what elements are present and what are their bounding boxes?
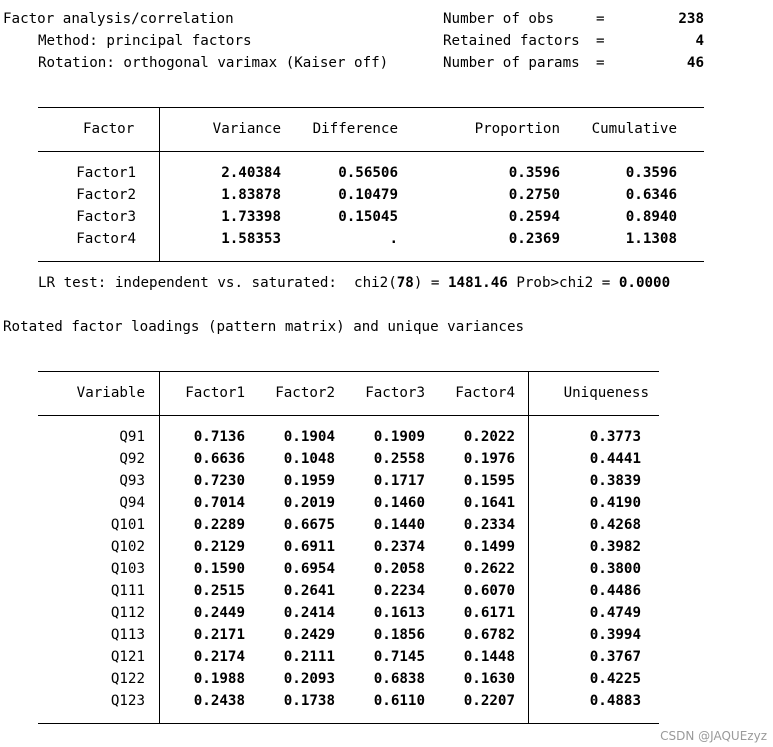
- eigen-row-label: Factor2: [76, 187, 136, 203]
- loading-cell: 0.1590: [193, 561, 245, 577]
- loading-cell: 0.6675: [283, 517, 335, 533]
- loading-cell: 0.2334: [463, 517, 515, 533]
- loading-cell: 0.4268: [589, 517, 641, 533]
- eigen-cell: 0.6346: [625, 187, 677, 203]
- eigen-cell: 1.1308: [625, 231, 677, 247]
- loading-cell: 0.6110: [373, 693, 425, 709]
- loading-cell: 0.6911: [283, 539, 335, 555]
- loading-cell: 0.2129: [193, 539, 245, 555]
- loading-cell: 0.1499: [463, 539, 515, 555]
- loadings-header-factor3: Factor3: [365, 385, 425, 401]
- eigen-header-variance: Variance: [212, 121, 281, 137]
- eigen-cell: 0.3596: [508, 165, 560, 181]
- loading-cell: 0.7230: [193, 473, 245, 489]
- eigen-cell: .: [389, 231, 398, 247]
- lr-test-prob-label: Prob>chi2 =: [507, 275, 619, 291]
- variable-name: Q123: [110, 693, 145, 709]
- loading-cell: 0.2641: [283, 583, 335, 599]
- loadings-header-factor2: Factor2: [275, 385, 335, 401]
- loadings-header-factor1: Factor1: [185, 385, 245, 401]
- loading-cell: 0.1976: [463, 451, 515, 467]
- loading-cell: 0.1448: [463, 649, 515, 665]
- loading-cell: 0.2558: [373, 451, 425, 467]
- variable-name: Q92: [119, 451, 145, 467]
- eigen-cell: 1.58353: [221, 231, 281, 247]
- loading-cell: 0.6636: [193, 451, 245, 467]
- loading-cell: 0.2058: [373, 561, 425, 577]
- variable-name: Q94: [119, 495, 145, 511]
- loadings-header-uniqueness: Uniqueness: [563, 385, 649, 401]
- loading-cell: 0.1613: [373, 605, 425, 621]
- analysis-title: Factor analysis/correlation: [3, 11, 234, 27]
- loading-cell: 0.6838: [373, 671, 425, 687]
- stat-equals: =: [596, 55, 605, 71]
- variable-name: Q91: [119, 429, 145, 445]
- loading-cell: 0.3839: [589, 473, 641, 489]
- eigen-cell: 0.2369: [508, 231, 560, 247]
- eigen-cell: 0.8940: [625, 209, 677, 225]
- loading-cell: 0.4225: [589, 671, 641, 687]
- loading-cell: 0.2207: [463, 693, 515, 709]
- stat-label: Retained factors: [443, 33, 580, 49]
- variable-name: Q102: [110, 539, 145, 555]
- variable-name: Q122: [110, 671, 145, 687]
- eigen-cell: 0.15045: [338, 209, 398, 225]
- loading-cell: 0.2022: [463, 429, 515, 445]
- loading-cell: 0.6171: [463, 605, 515, 621]
- stat-value: 4: [695, 33, 704, 49]
- loading-cell: 0.2429: [283, 627, 335, 643]
- loading-cell: 0.1904: [283, 429, 335, 445]
- loading-cell: 0.1988: [193, 671, 245, 687]
- loadings-table-divider-right: [528, 371, 529, 723]
- lr-test-label: LR test: independent vs. saturated: chi2(: [38, 275, 397, 291]
- loading-cell: 0.4190: [589, 495, 641, 511]
- eigen-header-cumulative: Cumulative: [591, 121, 677, 137]
- lr-test: [38, 272, 670, 294]
- loading-cell: 0.2289: [193, 517, 245, 533]
- loading-cell: 0.6782: [463, 627, 515, 643]
- eigen-cell: 1.83878: [221, 187, 281, 203]
- loading-cell: 0.1048: [283, 451, 335, 467]
- loading-cell: 0.2111: [283, 649, 335, 665]
- eigen-table-top-rule: [38, 107, 704, 108]
- loading-cell: 0.3773: [589, 429, 641, 445]
- stat-equals: =: [596, 33, 605, 49]
- lr-test-chi2: 1481.46: [448, 275, 508, 291]
- loading-cell: 0.6954: [283, 561, 335, 577]
- variable-name: Q112: [110, 605, 145, 621]
- eigen-cell: 0.2750: [508, 187, 560, 203]
- loading-cell: 0.1595: [463, 473, 515, 489]
- loading-cell: 0.3767: [589, 649, 641, 665]
- loadings-title: Rotated factor loadings (pattern matrix) and unique variances: [3, 319, 525, 335]
- loading-cell: 0.1909: [373, 429, 425, 445]
- loadings-header-factor4: Factor4: [455, 385, 515, 401]
- eigen-cell: 1.73398: [221, 209, 281, 225]
- lr-test-eq: ) =: [413, 275, 449, 291]
- loading-cell: 0.2174: [193, 649, 245, 665]
- loading-cell: 0.1641: [463, 495, 515, 511]
- loading-cell: 0.2093: [283, 671, 335, 687]
- eigen-cell: 0.56506: [338, 165, 398, 181]
- eigen-cell: 2.40384: [221, 165, 281, 181]
- variable-name: Q101: [110, 517, 145, 533]
- eigen-row-label: Factor3: [76, 209, 136, 225]
- eigen-table-divider: [159, 107, 160, 261]
- loading-cell: 0.3982: [589, 539, 641, 555]
- variable-name: Q111: [110, 583, 145, 599]
- loadings-table-bottom-rule: [38, 723, 659, 724]
- loading-cell: 0.4883: [589, 693, 641, 709]
- variable-name: Q113: [110, 627, 145, 643]
- variable-name: Q103: [110, 561, 145, 577]
- eigen-table-bottom-rule: [38, 261, 704, 262]
- watermark: CSDN @JAQUEzyz: [660, 729, 767, 743]
- loading-cell: 0.7145: [373, 649, 425, 665]
- eigen-cell: 0.2594: [508, 209, 560, 225]
- eigen-table-header-rule: [38, 151, 704, 152]
- loading-cell: 0.2449: [193, 605, 245, 621]
- loading-cell: 0.3800: [589, 561, 641, 577]
- loading-cell: 0.7014: [193, 495, 245, 511]
- stat-label: Number of obs: [443, 11, 555, 27]
- loading-cell: 0.4441: [589, 451, 641, 467]
- method-text: Method: principal factors: [38, 33, 252, 49]
- eigen-row-label: Factor1: [76, 165, 136, 181]
- stat-equals: =: [596, 11, 605, 27]
- loading-cell: 0.7136: [193, 429, 245, 445]
- eigen-header-factor: Factor: [83, 121, 135, 137]
- variable-name: Q93: [119, 473, 145, 489]
- loading-cell: 0.4749: [589, 605, 641, 621]
- lr-test-prob: 0.0000: [618, 275, 671, 291]
- eigen-cell: 0.10479: [338, 187, 398, 203]
- loading-cell: 0.1630: [463, 671, 515, 687]
- loading-cell: 0.2171: [193, 627, 245, 643]
- loading-cell: 0.1959: [283, 473, 335, 489]
- variable-name: Q121: [110, 649, 145, 665]
- loading-cell: 0.1460: [373, 495, 425, 511]
- loading-cell: 0.2515: [193, 583, 245, 599]
- stat-value: 46: [686, 55, 704, 71]
- loadings-table-divider-left: [159, 371, 160, 723]
- loading-cell: 0.3994: [589, 627, 641, 643]
- loading-cell: 0.2438: [193, 693, 245, 709]
- loading-cell: 0.1717: [373, 473, 425, 489]
- stat-label: Number of params: [443, 55, 580, 71]
- rotation-text: Rotation: orthogonal varimax (Kaiser off): [38, 55, 389, 71]
- loading-cell: 0.2019: [283, 495, 335, 511]
- loading-cell: 0.2622: [463, 561, 515, 577]
- eigen-row-label: Factor4: [76, 231, 136, 247]
- loading-cell: 0.1738: [283, 693, 335, 709]
- loadings-table-top-rule: [38, 371, 659, 372]
- eigen-cell: 0.3596: [625, 165, 677, 181]
- lr-test-df: 78: [396, 275, 414, 291]
- loading-cell: 0.1440: [373, 517, 425, 533]
- loadings-table-header-rule: [38, 415, 659, 416]
- loading-cell: 0.2414: [283, 605, 335, 621]
- loading-cell: 0.2234: [373, 583, 425, 599]
- loading-cell: 0.4486: [589, 583, 641, 599]
- loading-cell: 0.1856: [373, 627, 425, 643]
- loading-cell: 0.2374: [373, 539, 425, 555]
- loadings-header-variable: Variable: [76, 385, 145, 401]
- eigen-header-proportion: Proportion: [474, 121, 560, 137]
- eigen-header-difference: Difference: [312, 121, 398, 137]
- loading-cell: 0.6070: [463, 583, 515, 599]
- stat-value: 238: [678, 11, 704, 27]
